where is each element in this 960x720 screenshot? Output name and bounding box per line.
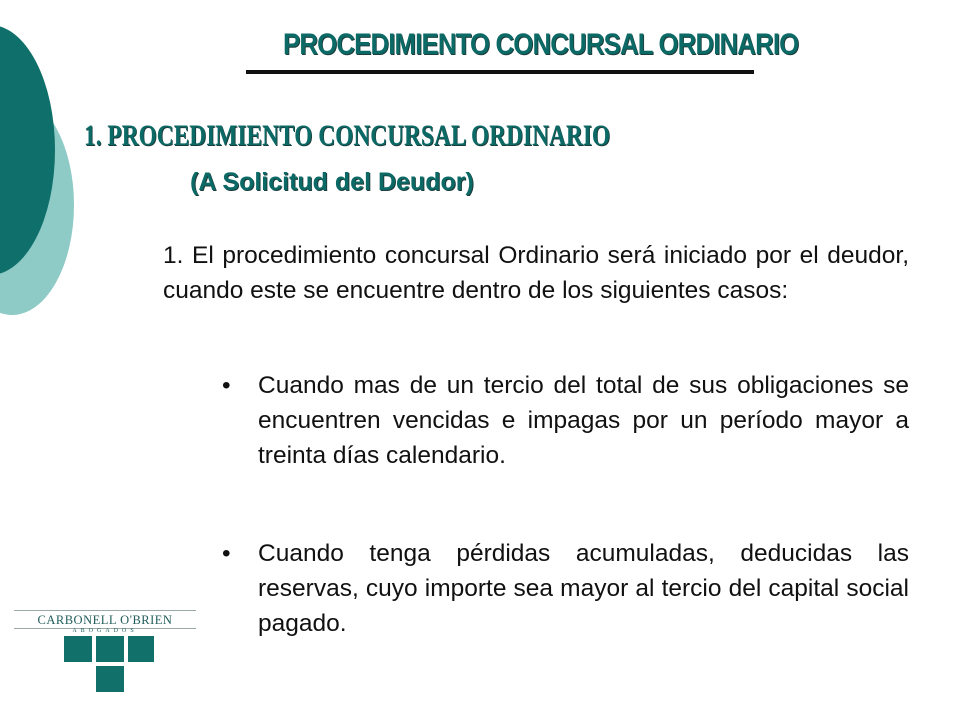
slide-title: PROCEDIMIENTO CONCURSAL ORDINARIO [283,28,799,61]
section-heading: 1. PROCEDIMIENTO CONCURSAL ORDINARIO [84,119,611,152]
bullet-text: Cuando mas de un tercio del total de sus obligaciones se encuentren vencidas e impagas por un período mayor a treinta días calendario. [258,372,909,469]
intro-paragraph: 1. El procedimiento concursal Ordinario será iniciado por el deudor, cuando este se encuentre dentro de los siguientes casos: [163,242,909,304]
title-underline [246,70,754,74]
bullet-marker: • [222,372,231,399]
logo-square [96,636,124,662]
logo-name: CARBONELL O'BRIEN [37,613,173,627]
bullet-text: Cuando tenga pérdidas acumuladas, deducidas las reservas, cuyo importe sea mayor al tercio del capital social pagado. [258,540,909,637]
logo-square [128,636,154,662]
logo-square [64,636,92,662]
section-note: (A Solicitud del Deudor) [190,168,474,196]
logo-tagline: ABOGADOS [72,628,138,634]
logo-rule-top [14,610,196,611]
logo-square [96,666,124,692]
bullet-marker: • [222,540,231,567]
decorative-circles [0,0,120,340]
